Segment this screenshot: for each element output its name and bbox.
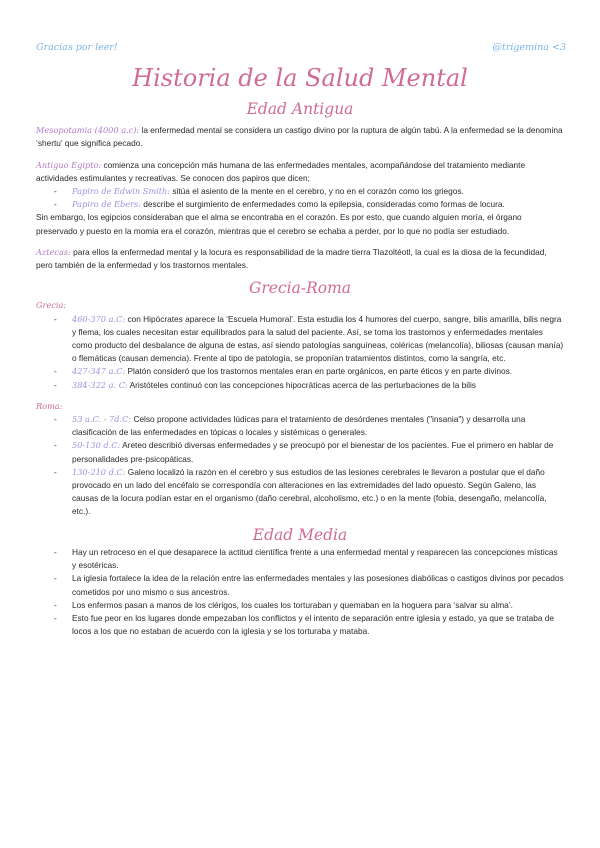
text-celso: Celso propone actividades lúdicas para el tratamiento de desórdenes mentales ("insania") y desarrolla una clasificación de las enfermedades en tópicas o locales y sistémicas o generales. <box>72 414 526 438</box>
text-mesopotamia: la enfermedad mental se considera un castigo divino por la ruptura de algún tabú. A la enfermedad se la denomina ‘shertu’ que significa pecado. <box>36 125 563 149</box>
section-heading-media: Edad Media <box>252 525 348 544</box>
header-handle: @trigemina <3 <box>492 42 566 53</box>
label-papiro-ebers: Papiro de Ebers: <box>72 199 141 210</box>
list-item <box>36 185 564 198</box>
header-thanks: Gracias por leer! <box>36 42 118 53</box>
text-egipto: comienza una concepción más humana de las enfermedades mentales, acompañándose del tratamiento mediante actividades estimulantes y recreativas. Se conocen dos papiros que dicen; <box>36 159 526 183</box>
section-heading-grecia-roma: Grecia-Roma <box>248 279 352 298</box>
text-papiro-ebers: describe el surgimiento de enfermedades como la epilepsia, consideradas como formas de locura. <box>140 199 505 210</box>
list-item: - Esto fue peor en los lugares donde empezaban los conflictos y el intento de separación entre iglesia y estado, ya que se trataba de locos a los que no estaban de acuerdo con la iglesia y se los torturaba y mataba. <box>36 612 564 638</box>
roma-list <box>36 413 564 519</box>
paragraph-aztecas <box>36 246 564 272</box>
text-areteo: Areteo describió diversas enfermedades y se preocupó por el bienestar de los pacientes. Fue el primero en hablar de personalidades pre-psicopáticas. <box>72 440 554 464</box>
label-date: 460-370 a.C: <box>72 313 126 324</box>
subheading-grecia: Grecia: <box>36 300 67 311</box>
list-item <box>36 413 564 439</box>
paragraph-sin-embargo: Sin embargo, los egipcios consideraban que el alma se encontraba en el corazón. Es por esto, que cuando alguien moría, el órgano preservado y puesto en la momia era el corazón, mientras que el cerebro se echaba a perder, por lo que no podía ser estudiado. <box>36 212 522 236</box>
list-item <box>36 379 564 392</box>
list-item <box>36 466 564 519</box>
label-papiro-smith: Papiro de Edwin Smith: <box>72 186 171 197</box>
paragraph-mesopotamia <box>36 124 564 150</box>
label-mesopotamia: Mesopotamia (4000 a.c): <box>36 125 140 136</box>
text-aztecas: para ellos la enfermedad mental y la locura es responsabilidad de la madre tierra Tlazoltéotl, la cual es la diosa de la fecundidad, pero también de la enfermedad y los trastornos mentales. <box>36 246 547 271</box>
text-platon: Platón consideró que los trastornos mentales eran en parte orgánicos, en parte éticos y en parte divinos. <box>125 366 513 377</box>
text-papiro-smith: sitúa el asiento de la mente en el cerebro, y no en el corazón como los griegos. <box>170 186 464 197</box>
section-heading-antigua: Edad Antigua <box>246 100 354 118</box>
list-item <box>36 313 564 366</box>
list-item <box>36 439 564 465</box>
label-aztecas: Aztecas: <box>36 246 71 257</box>
subheading-roma: Roma: <box>36 400 63 411</box>
list-item: - Los enfermos pasan a manos de los clérigos, los cuales los torturaban y quemaban en la hoguera para ‘salvar su alma’. <box>36 599 564 612</box>
papiros-list <box>36 185 564 211</box>
label-date: 384-322 a. C: <box>72 379 128 390</box>
paragraph-egipto <box>36 159 564 185</box>
text-hipocrates: con Hipócrates aparece la ‘Escuela Humoral’. Esta estudia los 4 humores del cuerpo, sangre, bilis amarilla, bilis negra y flema, los cuales necesitan estar equilibrados para la salud del paciente. Así, se toma los trastornos y enfermedades mentales como producto del desbalance de alguna de estas, así siendo patologías sanguíneas, coléricas (melancolía), biliosas (causan manía) o flemáticas (causan demencia). Frente al tipo de patología, se proponían tratamientos distintos, como la sangría, etc. <box>72 313 564 364</box>
label-date: 130-210 d.C: <box>72 466 126 477</box>
list-item <box>36 365 564 378</box>
label-date: 427-347 a.C: <box>72 366 126 377</box>
list-item: - Hay un retroceso en el que desaparece la actitud científica frente a una enfermedad mental y reaparecen las concepciones místicas y esotéricas. <box>36 546 564 572</box>
label-date: 50-130 d.C: <box>72 440 121 451</box>
page-title: Historia de la Salud Mental <box>132 64 468 92</box>
media-list <box>36 546 564 638</box>
list-item <box>36 198 564 211</box>
text-aristoteles: Aristóteles continuó con las concepciones hipocráticas acerca de las perturbaciones de la bilis <box>127 379 476 390</box>
list-item: - La iglesia fortalece la idea de la relación entre las enfermedades mentales y las posesiones diabólicas o castigos divinos por pecados cometidos por uno mismo o sus ancestros. <box>36 572 564 598</box>
content <box>36 100 564 638</box>
label-egipto: Antiguo Egipto: <box>36 159 102 170</box>
label-date: 53 a.C. - 7d.C: <box>72 414 132 425</box>
grecia-list <box>36 313 564 392</box>
text-galeno: Galeno localizó la razón en el cerebro y sus estudios de las lesiones cerebrales le llevaron a postular que el daño provocado en un lado del encéfalo se correspondía con alteraciones en las extremidades del lado opuesto. Según Galeno, las causas de la locura podían estar en el organismo (daño cerebral, alcoholismo, etc.) o en la mente (fobia, desengaño, melancolía, etc.). <box>72 466 547 517</box>
